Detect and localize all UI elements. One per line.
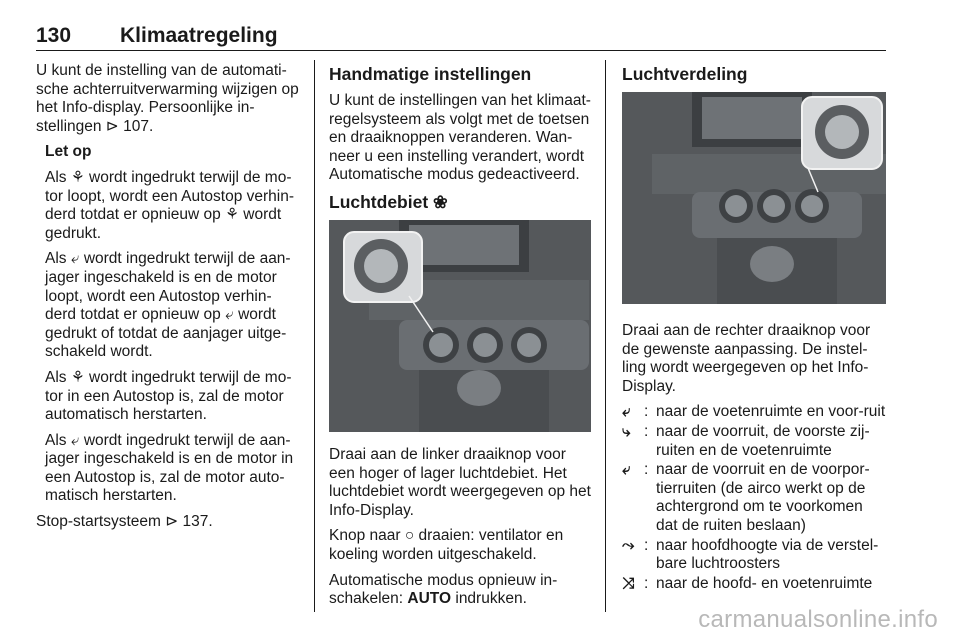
- airflow-head-icon: ⤳: [622, 536, 635, 554]
- intro-paragraph: U kunt de instellingen van het klimaat-regelsysteem als volgt met de toetsen en draaiknoppen veranderen. Wan-neer u een instelling verandert, wordt Automatische modus gedeactiveerd.: [329, 92, 591, 184]
- page-header: [36, 24, 886, 51]
- auto-suffix: indrukken.: [451, 590, 527, 608]
- list-item-text: naar hoofdhoogte via de verstel-bare luchtroosters: [656, 536, 879, 573]
- airflow-windscreen-doors-icon: ⤶: [622, 461, 631, 479]
- auto-keyword: AUTO: [407, 590, 452, 608]
- stop-start-reference: Stop-startsysteem ⊳ 137.: [36, 513, 213, 531]
- column-divider: [605, 60, 606, 612]
- separator: :: [644, 422, 649, 440]
- airflow-windscreen-side-feet-icon: ⤷: [622, 422, 631, 440]
- column-right: [622, 62, 886, 594]
- intro-paragraph: U kunt de instelling van de automati-sche achterruitverwarming wijzigen op het Info-display. Persoonlijke in-stellingen ⊳ 107.: [36, 62, 299, 135]
- auto-prefix: Automatische modus opnieuw in-schakelen:: [329, 571, 558, 608]
- distribution-list: [622, 403, 886, 593]
- column-left: [36, 62, 301, 539]
- list-item: [622, 537, 886, 574]
- list-item: [622, 423, 886, 460]
- subsection-heading: Luchtdebiet ❀: [329, 191, 448, 212]
- intro-paragraph: Draai aan de rechter draaiknop voor de gewenste aanpassing. De instel-ling wordt weergegeven op het Info-Display.: [622, 322, 871, 395]
- separator: :: [644, 574, 649, 592]
- column-middle: [329, 62, 591, 616]
- airflow-head-feet-icon: ⤨: [622, 574, 635, 592]
- separator: :: [644, 403, 649, 421]
- page-number: 130: [36, 24, 72, 47]
- air-distribution-photo: [622, 92, 886, 304]
- list-item: [622, 461, 886, 535]
- list-item: [622, 403, 886, 422]
- note-paragraph: Als ⚘ wordt ingedrukt terwijl de mo-tor in een Autostop is, zal de motor automatisch herstarten.: [45, 368, 292, 424]
- separator: :: [644, 461, 649, 479]
- page-title: Klimaatregeling: [120, 24, 278, 47]
- list-item-text: naar de voorruit en de voorpor-tierruiten (de airco werkt op de achtergrond om te voorkomen dat de ruiten beslaan): [656, 461, 870, 534]
- section-heading: Luchtverdeling: [622, 64, 748, 84]
- note-title: Let op: [45, 143, 92, 161]
- list-item: [622, 575, 886, 594]
- airflow-feet-windscreen-icon: ⤶: [622, 403, 631, 421]
- separator: :: [644, 536, 649, 554]
- column-divider: [314, 60, 315, 612]
- airflow-paragraph: Draai aan de linker draaiknop voor een hoger of lager luchtdebiet. Het luchtdebiet wordt weergegeven op het Info-Display.: [329, 445, 591, 519]
- section-heading: Handmatige instellingen: [329, 64, 532, 84]
- list-item-text: naar de voetenruimte en voor-ruit: [656, 403, 886, 421]
- note-paragraph: Als ⤶ wordt ingedrukt terwijl de aan-jager ingeschakeld is en de motor in een Autostop is, zal de motor auto-matisch herstarten.: [45, 431, 294, 505]
- off-paragraph: Knop naar ○ draaien: ventilator en koeling worden uitgeschakeld.: [329, 527, 564, 563]
- auto-paragraph: [329, 572, 591, 609]
- list-item-text: naar de voorruit, de voorste zij-ruiten en de voetenruimte: [656, 422, 870, 459]
- note-block: [36, 143, 301, 506]
- note-paragraph: Als ⤶ wordt ingedrukt terwijl de aan-jager ingeschakeld is en de motor loopt, wordt een Autostop verhin-derd totdat er opnieuw op ⤶ wordt gedrukt of totdat de aanjager uitge-schakeld wordt.: [45, 250, 291, 361]
- list-item-text: naar de hoofd- en voetenruimte: [656, 574, 873, 592]
- climate-control-photo: [329, 220, 591, 432]
- watermark: carmanualsonline.info: [698, 606, 938, 633]
- note-paragraph: Als ⚘ wordt ingedrukt terwijl de mo-tor loopt, wordt een Autostop verhin-derd totdat er opnieuw op ⚘ wordt gedrukt.: [45, 168, 295, 242]
